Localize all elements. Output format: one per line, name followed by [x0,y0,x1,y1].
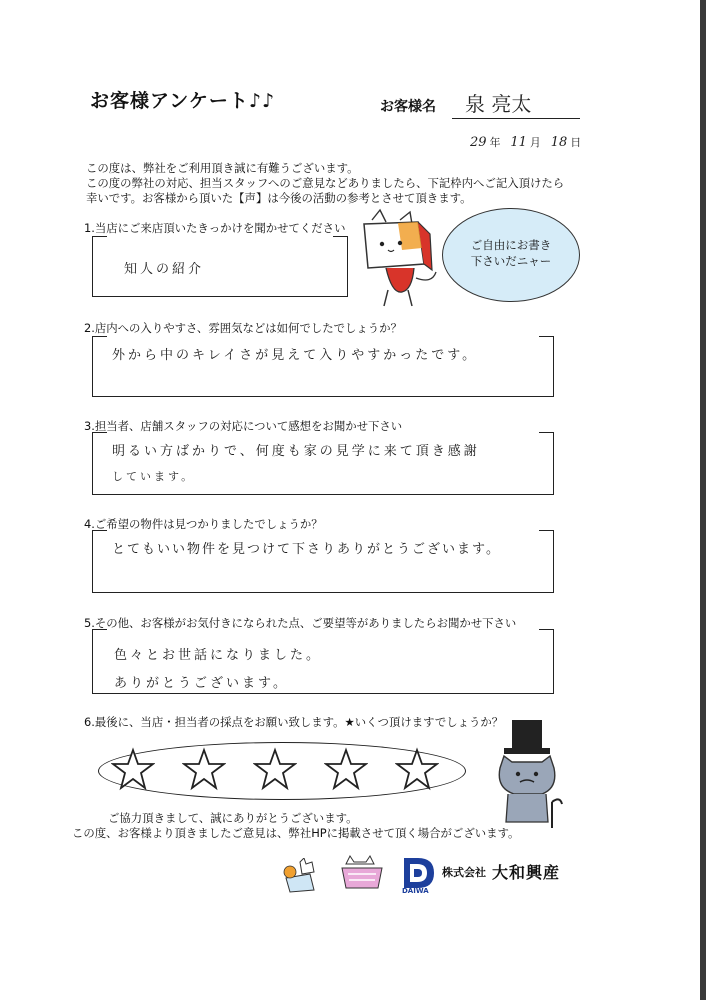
intro-line: 幸いです。お客様から頂いた【声】は今後の活動の参考とさせて頂きます。 [86,191,472,205]
answer-1-text: 知人の紹介 [124,262,205,277]
thanks-text [72,811,520,841]
cat-in-basket-icon [338,850,386,892]
star-icon [395,747,439,791]
customer-name-label: お客様名 [380,99,436,115]
star-icon [182,747,226,791]
date-year-unit: 年 [489,136,501,149]
answer-2-text: 外から中のキレイさが見えて入りやすかったです。 [112,348,479,363]
box-cat-mascot-icon [352,208,440,312]
answer-4-text: とてもいい物件を見つけて下さりありがとうございます。 [112,542,501,557]
intro-line: この度の弊社の対応、担当スタッフへのご意見などありましたら、下記枠内へご記入頂けたら [86,176,565,190]
intro-line: この度は、弊社をご利用頂き誠に有難うございます。 [86,161,359,175]
question-5-label: 5.その他、お客様がお気付きになられた点、ご要望等がありましたらお聞かせ下さい [84,616,517,630]
star-icon [111,747,155,791]
customer-name: 泉 亮太 [465,92,532,116]
date-day: 18 [550,135,568,150]
star-icon [324,747,368,791]
date-year: 29 [470,135,487,150]
daiwa-logo-icon [400,856,436,890]
star-icon [253,747,297,791]
date-month: 11 [510,135,527,150]
survey-date [470,134,587,150]
bubble-line: ご自由にお書き [470,238,552,252]
question-6-label: 6.最後に、当店・担当者の採点をお願い致します。★いくつ頂けますでしょうか？ [84,715,504,729]
answer-3-text-line2: しています。 [112,470,196,483]
cat-in-box-icon [280,858,324,894]
answer-3-text-line1: 明るい方ばかりで、何度も家の見学に来て頂き感謝 [112,444,480,459]
customer-name-underline [452,118,580,119]
company-prefix: 株式会社 [442,866,486,879]
daiwa-logo-text: DAIWA [402,887,429,895]
page-title: お客様アンケート♪♪ [90,90,276,112]
answer-5-text-line2: ありがとうございます。 [114,676,289,691]
date-month-unit: 月 [529,136,541,149]
thanks-line: ご協力頂きまして、誠にありがとうございます。 [108,811,358,825]
question-3-label: 3.担当者、店舗スタッフの対応について感想をお聞かせ下さい [84,419,403,433]
company-name: 大和興産 [492,863,561,882]
date-day-unit: 日 [570,136,582,149]
answer-5-text-line1: 色々とお世話になりました。 [114,648,323,663]
thanks-line: この度、お客様より頂きましたご意見は、弊社HPに掲載させて頂く場合がございます。 [72,826,520,840]
question-2-label: 2.店内への入りやすさ、雰囲気などは如何でしたでしょうか？ [84,321,402,335]
bubble-line: 下さいだニャー [470,254,552,268]
speech-bubble-text [456,237,566,269]
intro-text [86,161,564,206]
scan-edge [700,0,706,1000]
question-1-label: 1.当店にご来店頂いたきっかけを聞かせてください [84,221,346,235]
question-4-label: 4.ご希望の物件は見つかりましたでしょうか？ [84,517,323,531]
